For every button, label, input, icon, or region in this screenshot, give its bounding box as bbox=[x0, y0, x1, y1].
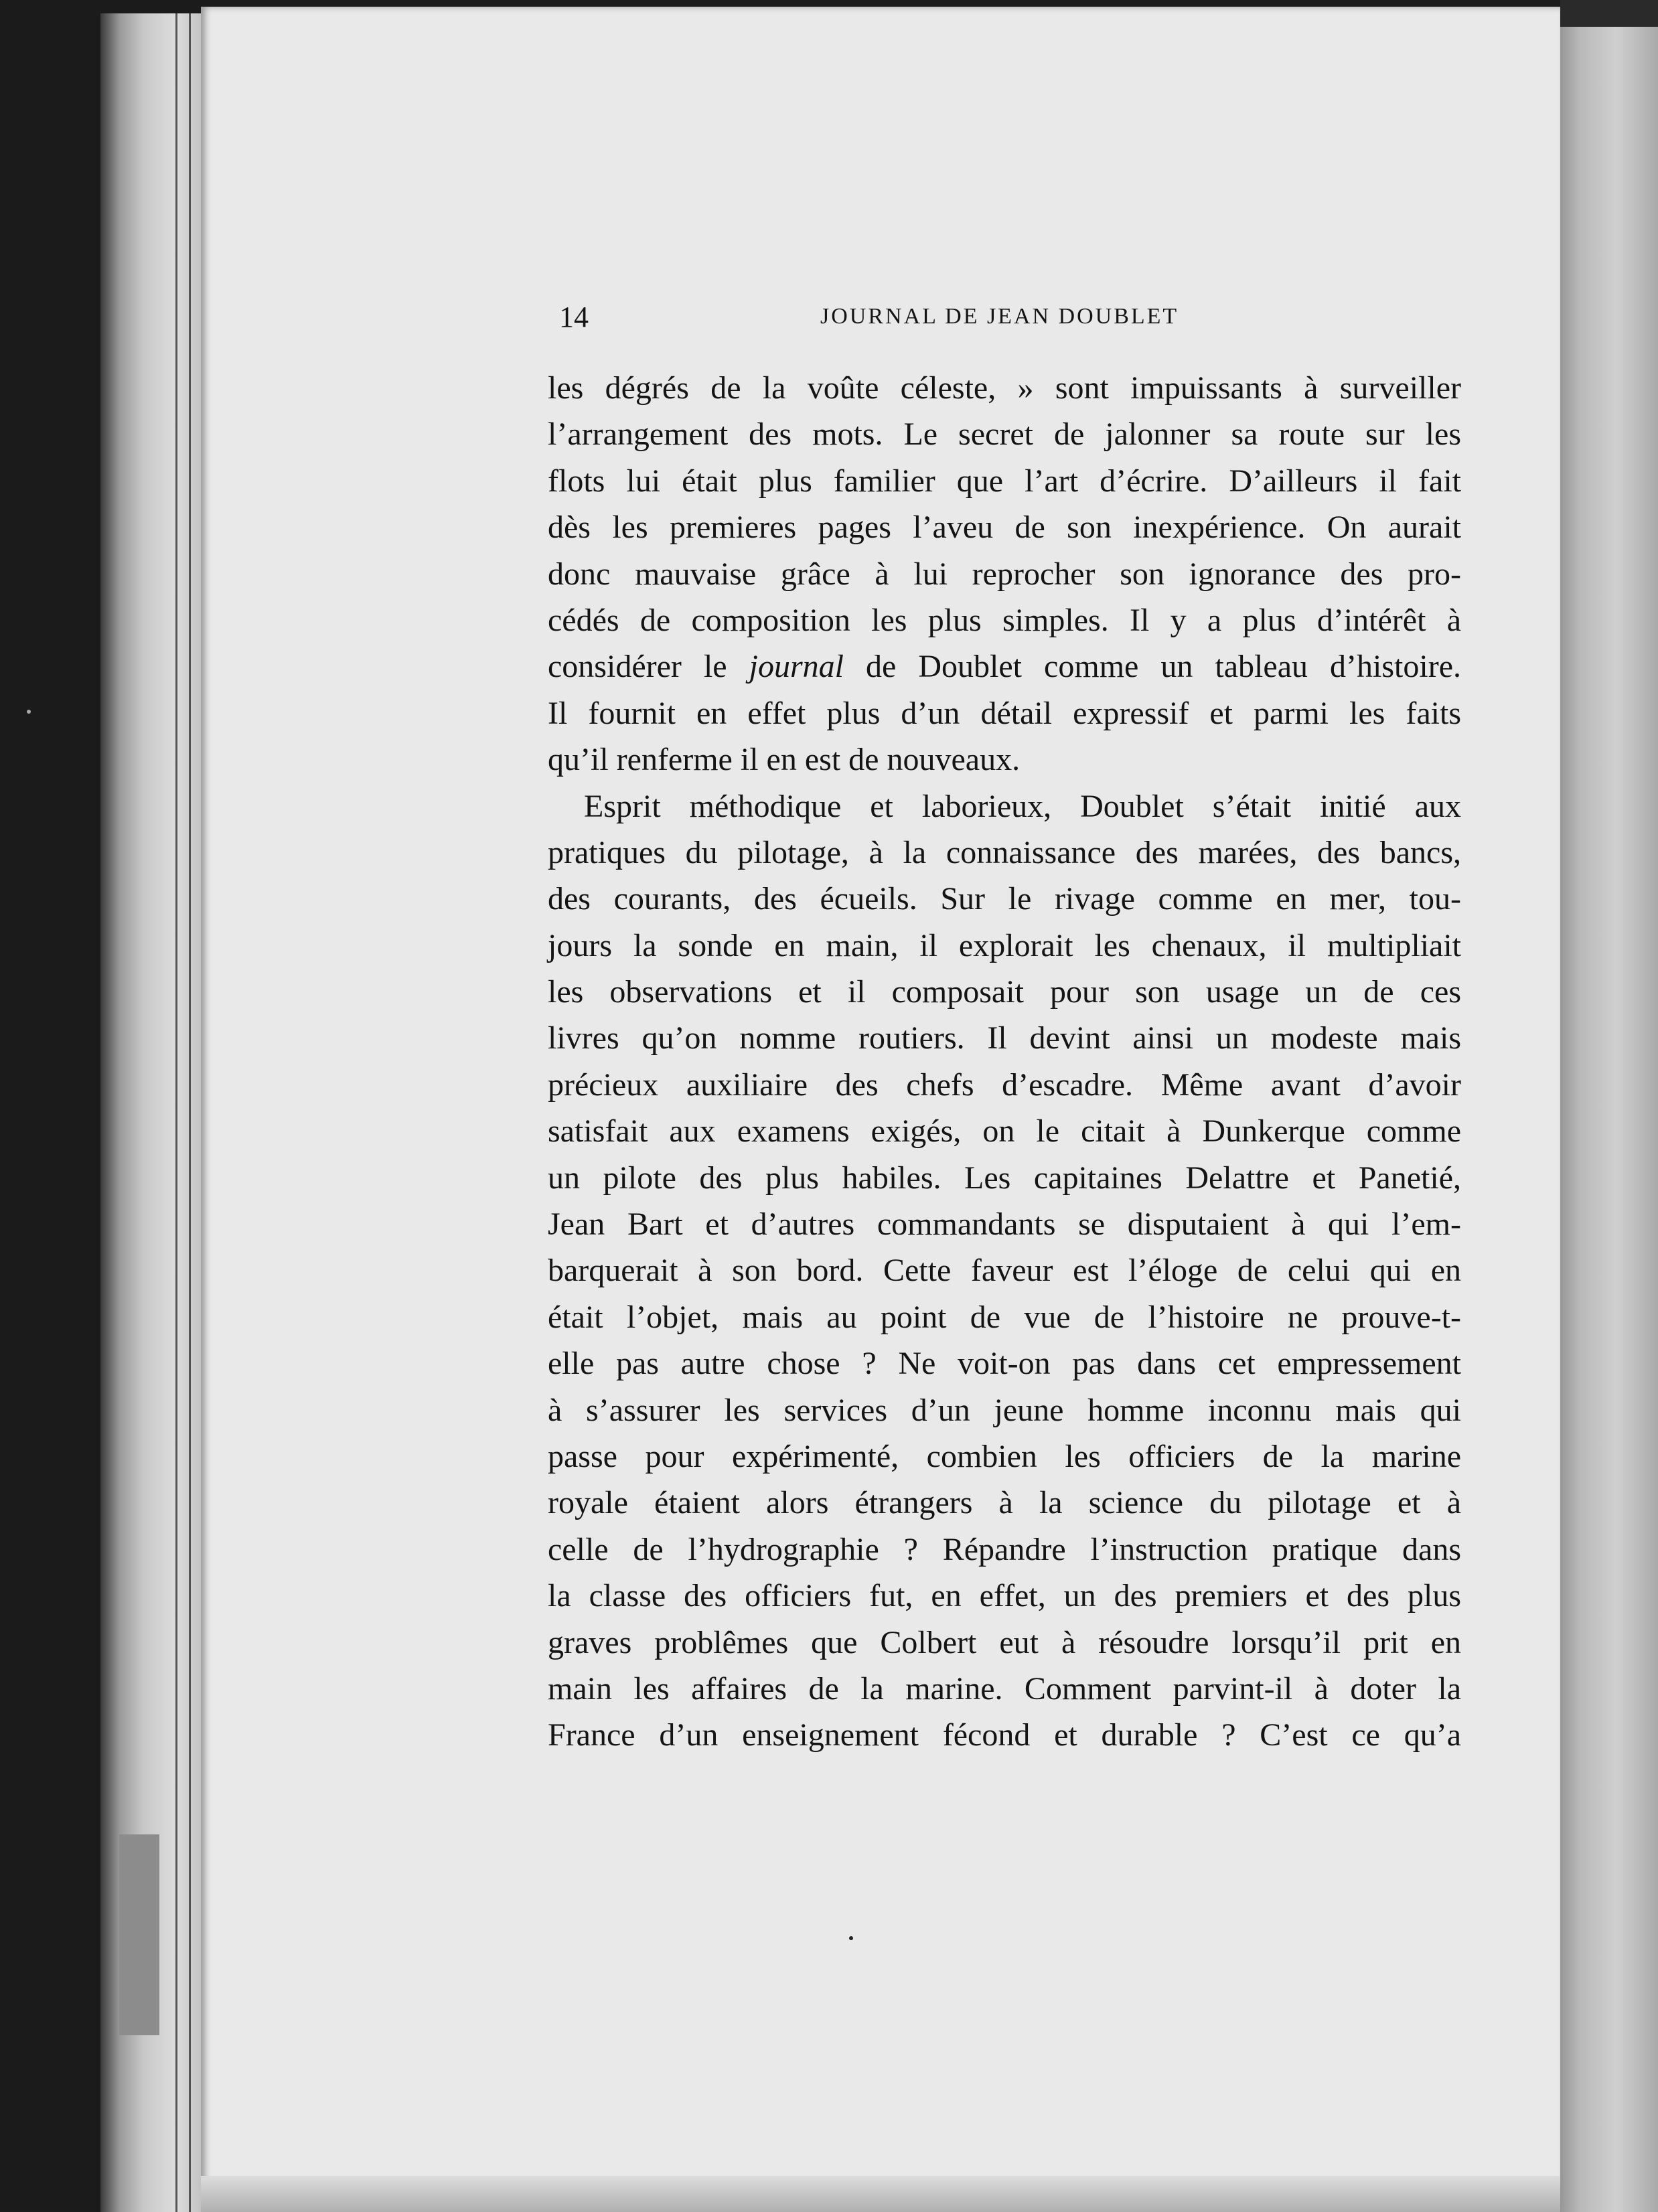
binding-fold-line bbox=[189, 13, 191, 2212]
text-line: flots lui était plus familier que l’art d’écrire. D’ailleurs il fait bbox=[548, 463, 1461, 499]
text-line: Jean Bart et d’autres commandants se disputaient à qui l’em- bbox=[548, 1206, 1461, 1243]
text-line: Il fournit en effet plus d’un détail expressif et parmi les faits bbox=[548, 695, 1461, 731]
text-line: livres qu’on nomme routiers. Il devint ainsi un modeste mais bbox=[548, 1020, 1461, 1056]
text-line: l’arrangement des mots. Le secret de jalonner sa route sur les bbox=[548, 416, 1461, 453]
text-line: à s’assurer les services d’un jeune homme inconnu mais qui bbox=[548, 1392, 1461, 1428]
scan-corner-shadow bbox=[1560, 0, 1658, 27]
text-line: elle pas autre chose ? Ne voit-on pas dans cet empressement bbox=[548, 1346, 1461, 1382]
text-line: donc mauvaise grâce à lui reprocher son ignorance des pro- bbox=[548, 556, 1461, 592]
text-line: main les affaires de la marine. Comment parvint-il à doter la bbox=[548, 1670, 1461, 1707]
page-number: 14 bbox=[559, 301, 589, 333]
running-head bbox=[559, 300, 1463, 340]
text-line: dès les premieres pages l’aveu de son inexpérience. On aurait bbox=[548, 509, 1461, 546]
text-line-paragraph-start: Esprit méthodique et laborieux, Doublet s’était initié aux bbox=[584, 788, 1461, 824]
binding-fold-line bbox=[175, 13, 177, 2212]
text-line: graves problêmes que Colbert eut à résoudre lorsqu’il prit en bbox=[548, 1624, 1461, 1660]
text-line: considérer le journal de Doublet comme un tableau d’histoire. bbox=[548, 649, 1461, 685]
text-line: passe pour expérimenté, combien les officiers de la marine bbox=[548, 1438, 1461, 1474]
scan-speck bbox=[27, 710, 31, 714]
text-line: des courants, des écueils. Sur le rivage comme en mer, tou- bbox=[548, 881, 1461, 917]
text-line: jours la sonde en main, il explorait les chenaux, il multipliait bbox=[548, 927, 1461, 963]
text-line: la classe des officiers fut, en effet, un des premiers et des plus bbox=[548, 1578, 1461, 1614]
text-line: un pilote des plus habiles. Les capitaines Delattre et Panetié, bbox=[548, 1160, 1461, 1196]
text-line: barquerait à son bord. Cette faveur est l’éloge de celui qui en bbox=[548, 1253, 1461, 1289]
text-line: royale étaient alors étrangers à la science du pilotage et à bbox=[548, 1485, 1461, 1521]
text-line: les dégrés de la voûte céleste, » sont impuissants à surveiller bbox=[548, 370, 1461, 406]
running-title: JOURNAL DE JEAN DOUBLET bbox=[820, 304, 1179, 329]
text-line: cédés de composition les plus simples. Il y a plus d’intérêt à bbox=[548, 602, 1461, 638]
text-line: celle de l’hydrographie ? Répandre l’instruction pratique dans bbox=[548, 1531, 1461, 1567]
text-line: pratiques du pilotage, à la connaissance des marées, des bancs, bbox=[548, 834, 1461, 870]
ink-speck bbox=[849, 1936, 853, 1940]
text-line: satisfait aux examens exigés, on le citait à Dunkerque comme bbox=[548, 1113, 1461, 1150]
binding-discoloration bbox=[119, 1834, 159, 2035]
text-line: les observations et il composait pour son usage un de ces bbox=[548, 974, 1461, 1010]
body-text bbox=[548, 365, 1461, 1759]
next-leaf-edge bbox=[1554, 20, 1658, 2212]
italic-title: journal bbox=[749, 649, 844, 685]
text-line: était l’objet, mais au point de vue de l’histoire ne prouve-t- bbox=[548, 1299, 1461, 1335]
text-line: qu’il renferme il en est de nouveaux. bbox=[548, 742, 1021, 778]
text-line: précieux auxiliaire des chefs d’escadre. Même avant d’avoir bbox=[548, 1066, 1461, 1103]
text-line: France d’un enseignement fécond et durable ? C’est ce qu’a bbox=[548, 1717, 1461, 1753]
page-bottom-shadow bbox=[201, 2176, 1560, 2212]
